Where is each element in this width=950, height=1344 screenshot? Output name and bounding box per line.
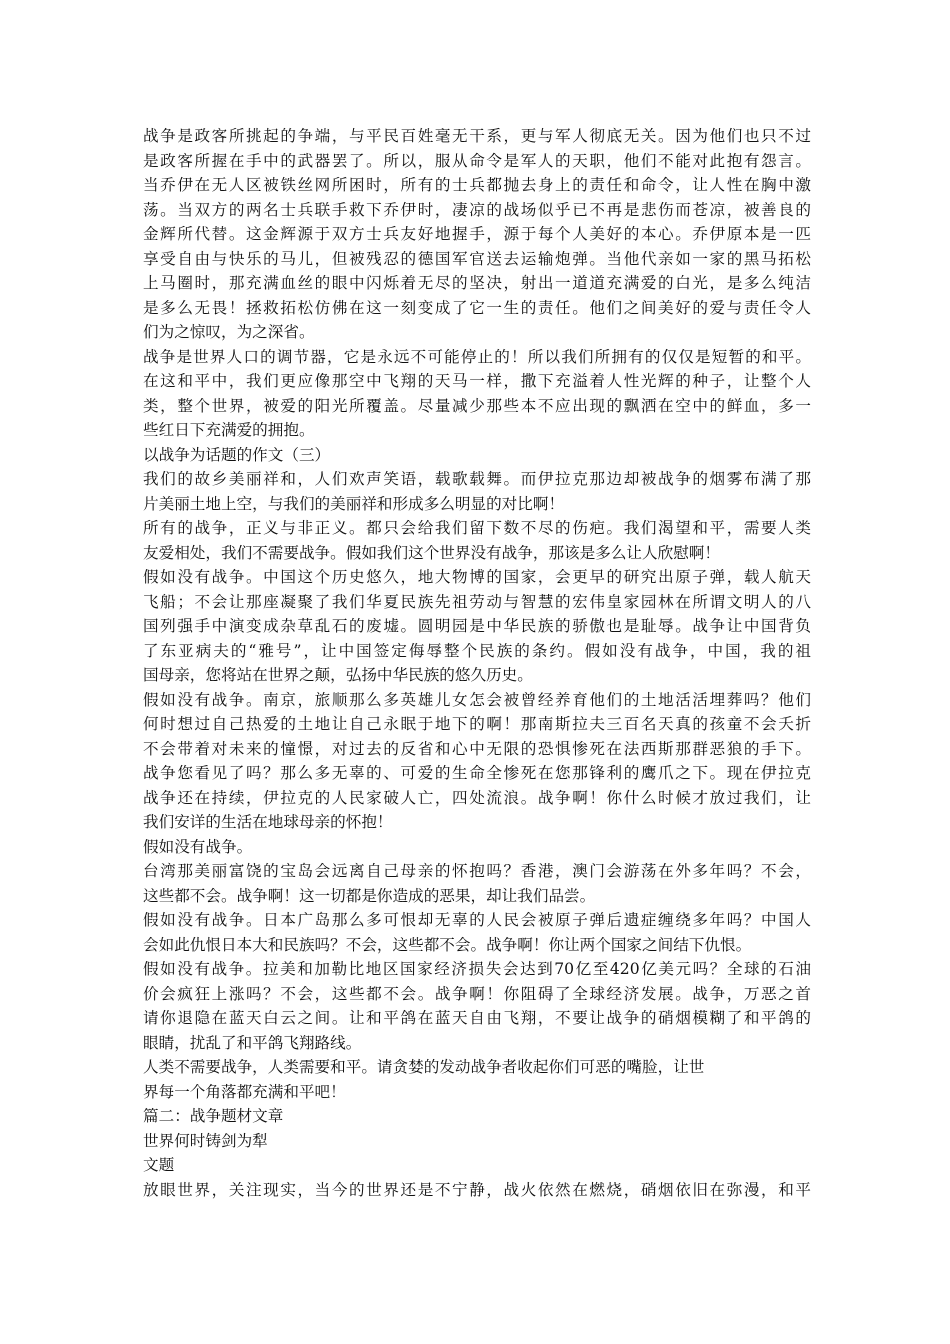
text-line: 这些都不会。战争啊！这一切都是你造成的恶果，却让我们品尝。 [143, 886, 596, 905]
text-line: 请你退隐在蓝天白云之间。让和平鸽在蓝天自由飞翔，不要让战争的硝烟模糊了和平鸽的 [143, 1009, 811, 1027]
text-line: 战争是世界人口的调节器，它是永远不可能停止的！所以我们所拥有的仅仅是短暂的和平。 [143, 347, 811, 366]
text-line: 眼睛，扰乱了和平鸽飞翔路线。 [143, 1033, 362, 1052]
text-line: 战争还在持续，伊拉克的人民家破人亡，四处流浪。战争啊！你什么时候才放过我们，让 [143, 788, 811, 807]
text-line: 假如没有战争。南京，旅顺那么多英雄儿女怎会被曾经养育他们的土地活活埋葬吗？他们 [143, 690, 811, 709]
text-line: 以战争为话题的作文（三） [143, 445, 331, 464]
text-line: 不会带着对未来的憧憬，对过去的反省和心中无限的恐惧惨死在法西斯那群恶狼的手下。 [143, 739, 811, 758]
text-line: 是多么无畏！拯救拓松仿佛在这一刻变成了它一生的责任。他们之间美好的爱与责任令人 [143, 298, 811, 317]
text-line: 文题 [143, 1156, 175, 1174]
text-line: 界每一个角落都充满和平吧！ [143, 1082, 346, 1101]
text-line: 金辉所代替。这金辉源于双方士兵友好地握手，源于每个人美好的本心。乔伊原本是一匹 [143, 225, 811, 243]
text-line: 假如没有战争。日本广岛那么多可恨却无辜的人民会被原子弹后遗症缠绕多年吗？中国人 [143, 911, 811, 929]
text-line: 会如此仇恨日本大和民族吗？不会，这些都不会。战争啊！你让两个国家之间结下仇恨。 [143, 935, 752, 954]
text-line: 价会疯狂上涨吗？不会，这些都不会。战争啊！你阻碍了全球经济发展。战争，万恶之首 [143, 984, 811, 1003]
text-line: 篇二：战争题材文章 [143, 1107, 284, 1125]
text-line: 了东亚病夫的“雅号”，让中国签定侮辱整个民族的条约。假如没有战争，中国，我的祖 [143, 641, 811, 660]
text-line: 战争是政客所挑起的争端，与平民百姓毫无干系，更与军人彻底无关。因为他们也只不过 [143, 127, 811, 145]
text-line: 战争您看见了吗？那么多无辜的、可爱的生命全惨死在您那锋利的鹰爪之下。现在伊拉克 [143, 764, 811, 782]
text-line: 享受自由与快乐的马儿，但被残忍的德国军官送去运输炮弹。当他代亲如一家的黑马拓松 [143, 249, 811, 268]
text-line: 类，整个世界，被爱的阳光所覆盖。尽量减少那些本不应出现的飘洒在空中的鲜血，多一 [143, 396, 811, 415]
text-line: 假如没有战争。中国这个历史悠久，地大物博的国家，会更早的研究出原子弹，载人航天 [143, 568, 811, 586]
text-line: 当乔伊在无人区被铁丝网所困时，所有的士兵都抛去身上的责任和命令，让人性在胸中激 [143, 176, 811, 194]
text-line: 们为之惊叹，为之深省。 [143, 323, 315, 341]
text-line: 上马圈时，那充满血丝的眼中闪烁着无尽的坚决，射出一道道充满爱的白光，是多么纯洁 [143, 274, 811, 292]
text-line: 我们安详的生活在地球母亲的怀抱！ [143, 813, 393, 831]
text-line: 片美丽土地上空，与我们的美丽祥和形成多么明显的对比啊！ [143, 494, 565, 513]
text-line: 我们的故乡美丽祥和，人们欢声笑语，载歌载舞。而伊拉克那边却被战争的烟雾布满了那 [143, 470, 811, 488]
text-line: 所有的战争，正义与非正义。都只会给我们留下数不尽的伤疤。我们渴望和平，需要人类 [143, 519, 811, 537]
text-line: 世界何时铸剑为犁 [143, 1131, 268, 1150]
text-line: 何时想过自己热爱的土地让自己永眠于地下的啊！那南斯拉夫三百名天真的孩童不会夭折 [143, 715, 811, 733]
text-line: 台湾那美丽富饶的宝岛会远离自己母亲的怀抱吗？香港，澳门会游荡在外多年吗？不会， [143, 862, 811, 880]
text-line: 放眼世界，关注现实，当今的世界还是不宁静，战火依然在燃烧，硝烟依旧在弥漫，和平 [143, 1180, 811, 1199]
text-line: 在这和平中，我们更应像那空中飞翔的天马一样，撒下充溢着人性光辉的种子，让整个人 [143, 372, 811, 390]
text-line: 荡。当双方的两名士兵联手救下乔伊时，凄凉的战场似乎已不再是悲伤而苍凉，被善良的 [143, 200, 811, 219]
text-line: 假如没有战争。 [143, 837, 253, 856]
text-line: 假如没有战争。拉美和加勒比地区国家经济损失会达到70亿至420亿美元吗？全球的石油 [143, 960, 811, 978]
text-line: 国母亲，您将站在世界之颠，弘扬中华民族的悠久历史。 [143, 666, 533, 684]
text-line: 飞船；不会让那座凝聚了我们华夏民族先祖劳动与智慧的宏伟皇家园林在所谓文明人的八 [143, 592, 811, 611]
text-line: 友爱相处，我们不需要战争。假如我们这个世界没有战争，那该是多么让人欣慰啊！ [143, 543, 720, 562]
text-line: 国列强手中演变成杂草乱石的废墟。圆明园是中华民族的骄傲也是耻辱。战争让中国背负 [143, 617, 811, 635]
text-line: 人类不需要战争，人类需要和平。请贪婪的发动战争者收起你们可恶的嘴脸，让世 [143, 1058, 705, 1076]
text-line: 些红日下充满爱的拥抱。 [143, 421, 315, 439]
text-line: 是政客所握在手中的武器罢了。所以，服从命令是军人的天职，他们不能对此抱有怨言。 [143, 151, 811, 170]
document-body [143, 124, 811, 1202]
